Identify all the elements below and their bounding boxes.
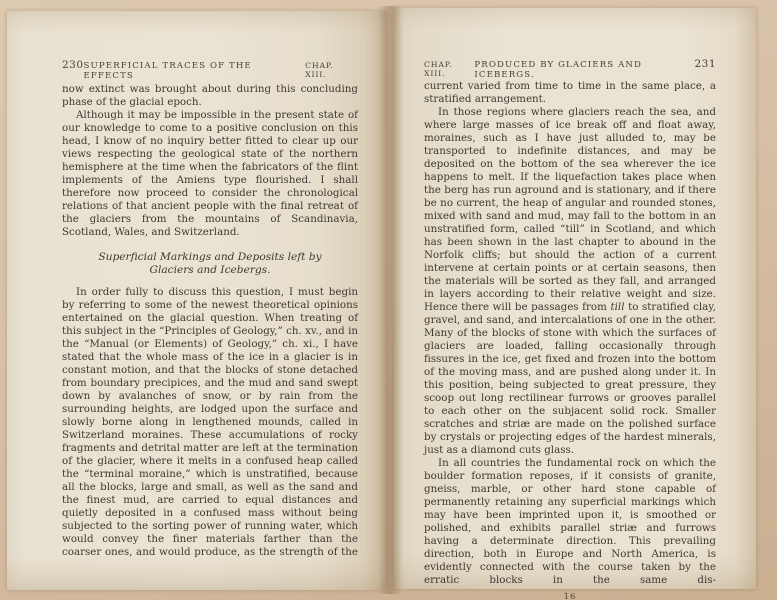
running-title-right: PRODUCED BY GLACIERS AND ICEBERGS. bbox=[474, 60, 643, 80]
section-heading: Superficial Markings and Deposits left by Glaciers and Icebergs. bbox=[98, 251, 322, 276]
chapter-label-left: CHAP. XIII. bbox=[305, 61, 334, 79]
page-number-right: 231 bbox=[694, 58, 716, 70]
text-block-right bbox=[424, 80, 716, 600]
chapter-label-right: CHAP. XIII. bbox=[424, 60, 453, 78]
paragraph: In all countries the fundamental rock on which the boulder formation reposes, if it consists of granite, gneiss, marble, or other hard stone capable of permanently retaining any superficial markings which may have been imprinted upon it, is smoothed or polished, and exhibits parallel striæ and furrows having a determinate direction. This prevailing direction, both in Europe and North America, is evidently connected with the course taken by the erratic blocks in the same dis- bbox=[424, 457, 716, 586]
paragraph: Although it may be impossible in the present state of our knowledge to come to a positive conclusion on this head, I know of no inquiry better fitted to clear up our views respecting the geological state of the northern hemisphere at the time when the fabricators of the flint implements of the Amiens type flourished. I shall therefore now proceed to consider the chronological relations of that ancient people with the final retreat of the glaciers from the mountains of Scandinavia, Scotland, Wales, and Switzerland. bbox=[62, 109, 358, 238]
signature-mark: 16 bbox=[563, 592, 577, 600]
paragraph: now extinct was brought about during this concluding phase of the glacial epoch. bbox=[62, 83, 358, 108]
paragraph: current varied from time to time in the same place, a stratified arrangement. bbox=[424, 80, 716, 105]
paragraph: In those regions where glaciers reach the sea, and where large masses of ice break off and float away, moraines, such as I have just alluded to, may be transported to indefinite distances, and may be deposited on the bottom of the sea wherever the ice happens to melt. If the liquefaction takes place when the berg has run aground and is stationary, and if there be no current, the heap of angular and rounded stones, mixed with sand and mud, may fall to the bottom in an unstratified form, called “till” in Scotland, and which has been shown in the last chapter to abound in the Norfolk cliffs; but should the action of a current intervene at certain points or at certain seasons, then the materials will be sorted as they fall, and arranged in layers according to their relative weight and size. Hence there will be passages from till to stratified clay, gravel, and sand, and intercalations of one in the other. Many of the blocks of stone with which the surfaces of glaciers are loaded, falling occasionally through fissures in the ice, get fixed and frozen into the bottom of the moving mass, and are pushed along under it. In this position, being subjected to great pressure, they scoop out long rectilinear furrows or grooves parallel to each other on the subjacent solid rock. Smaller scratches and striæ are made on the polished surface by crystals or projecting edges of the hardest minerals, just as a diamond cuts glass. bbox=[424, 106, 716, 456]
paragraphs-left bbox=[62, 83, 358, 559]
page-number-left: 230 bbox=[62, 59, 84, 71]
text-block-left bbox=[62, 83, 358, 559]
page-right bbox=[394, 8, 756, 600]
running-header-left bbox=[62, 59, 358, 81]
paragraphs-right bbox=[424, 80, 716, 587]
page-left bbox=[7, 11, 386, 590]
paragraph: In order fully to discuss this question, I must begin by referring to some of the newest theoretical opinions entertained on the glacial question. When treating of this subject in the “Principles of Geology,” ch. xv., and in the “Manual (or Elements) of Geology,” ch. xi., I have stated that the whole mass of the ice in a glacier is in constant motion, and that the blocks of stone detached from boundary precipices, and the mud and sand swept down by avalanches of snow, or by rain from the surrounding heights, are lodged upon the surface and slowly borne along in lengthened mounds, called in Switzerland moraines. These accumulations of rocky fragments and detrital matter are left at the termination of the glacier, where it melts in a confused heap called the “terminal moraine,” which is unstratified, because all the blocks, large and small, as well as the sand and the finest mud, are carried to equal distances and quietly deposited in a confused mass without being subjected to the sorting power of running water, which would convey the finer materials farther than the coarser ones, and would produce, as the strength of the bbox=[62, 286, 358, 558]
running-header-right bbox=[424, 58, 716, 80]
running-title-left: SUPERFICIAL TRACES OF THE EFFECTS bbox=[83, 61, 252, 81]
